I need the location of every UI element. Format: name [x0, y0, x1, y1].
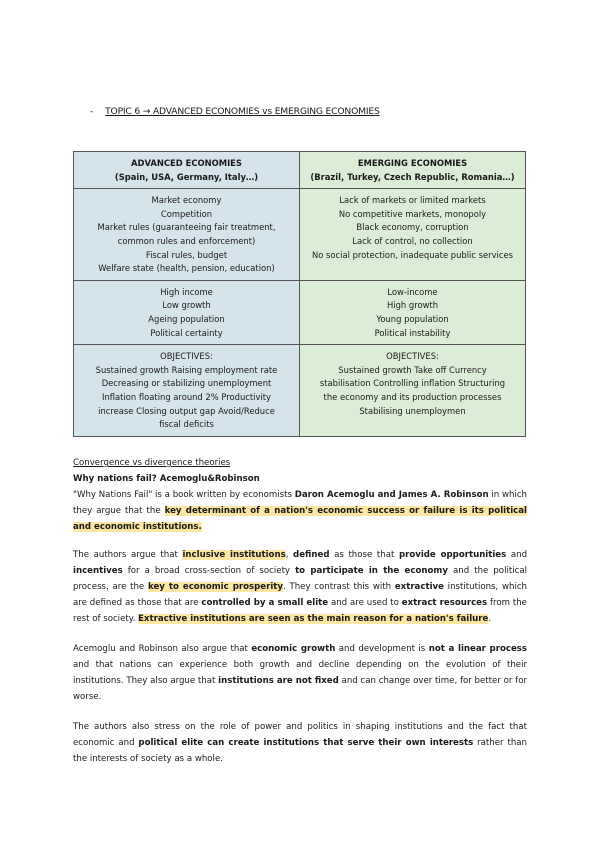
table-cell-line: Stabilising unemploymen	[359, 405, 466, 416]
text-run: and	[506, 550, 528, 560]
text-run: . They contrast this with	[283, 582, 395, 592]
table-cell-line: Low-income	[387, 286, 438, 297]
advanced-header-examples: (Spain, USA, Germany, Italy…)	[114, 171, 259, 182]
table-cell-line: Fiscal rules, budget	[145, 249, 228, 260]
section-headings	[73, 455, 527, 487]
paragraph-4	[73, 719, 527, 767]
text-run: and that nations can experience both growth and decline depending on the evolution of their institutions. They also argue that	[73, 660, 527, 686]
text-run: .	[488, 614, 492, 624]
text-run: from the rest of society.	[73, 598, 527, 624]
text-run: in which they argue that the	[73, 490, 528, 516]
advanced-objectives-cell	[74, 345, 300, 437]
table-cell-line: Black economy, corruption	[356, 222, 469, 233]
emerging-objectives-cell	[300, 345, 526, 437]
topic-heading	[90, 106, 380, 117]
table-cell-line: High growth	[386, 300, 439, 311]
table-cell-line: Lack of markets or limited markets	[339, 195, 486, 206]
text-run: "Why Nations Fail" is a book written by economists	[73, 490, 295, 500]
authors-name: Daron Acemoglu and James A. Robinson	[294, 490, 489, 500]
heading-title: TOPIC 6 → ADVANCED ECONOMIES vs EMERGING ECONOMIES	[105, 106, 380, 117]
highlight-text: key determinant of a nation's economic success or failure is its political and economic institutions.	[73, 506, 527, 532]
text-run: Acemoglu and Robinson also argue that	[73, 644, 252, 654]
highlight-text: inclusive institutions	[182, 550, 286, 560]
text-run: and development is	[335, 644, 429, 654]
heading-dash: -	[90, 106, 94, 117]
table-cell-line: OBJECTIVES:	[160, 351, 213, 362]
table-cell-line: Sustained growth Take off Currency	[338, 364, 487, 375]
table-cell-line: increase Closing output gap Avoid/Reduce	[98, 405, 275, 416]
advanced-header-cell	[74, 152, 300, 189]
table-cell-line: Competition	[160, 208, 213, 219]
text-run: The authors also stress on the role of power and politics in shaping institutions and the fact that economic and	[73, 722, 527, 748]
text-run: institutions, which are defined as those that are	[73, 582, 528, 608]
text-run: rather than the interests of society as a whole.	[73, 738, 527, 764]
emerging-header-examples: (Brazil, Turkey, Czech Republic, Romania…)	[310, 171, 515, 182]
paragraph-3	[73, 641, 527, 705]
highlight-text: Extractive institutions are seen as the main reason for a nation's failure	[138, 614, 489, 624]
text-run: The authors argue that	[73, 550, 183, 560]
bold-text: political elite can create institutions that serve their own interests	[138, 738, 474, 748]
table-cell-line: common rules and enforcement)	[117, 235, 256, 246]
bold-text: extract resources	[401, 598, 488, 608]
table-cell-line: Political instability	[374, 327, 451, 338]
table-row	[74, 189, 526, 281]
bold-text: incentives	[73, 566, 123, 576]
section-subtitle: Convergence vs divergence theories	[73, 458, 231, 468]
table-cell-line: fiscal deficits	[159, 419, 214, 430]
emerging-header-title: EMERGING ECONOMIES	[357, 158, 468, 168]
table-cell-line: OBJECTIVES:	[386, 351, 439, 362]
table-header-row	[74, 152, 526, 189]
table-row	[74, 280, 526, 344]
comparison-table	[73, 151, 526, 437]
table-cell-line: No competitive markets, monopoly	[338, 208, 487, 219]
bold-text: extractive	[394, 582, 444, 592]
table-cell-line: Ageing population	[148, 313, 225, 324]
bold-text: not a linear process	[428, 644, 528, 654]
table-cell-line: Young population	[376, 313, 449, 324]
table-cell-line: stabilisation Controlling inflation Structuring	[319, 378, 506, 389]
emerging-markets-cell	[300, 189, 526, 281]
table-cell-line: Welfare state (health, pension, education)	[98, 263, 275, 274]
emerging-characteristics-cell	[300, 280, 526, 344]
text-run: and can change over time, for better or for worse.	[73, 676, 527, 702]
advanced-markets-cell	[74, 189, 300, 281]
table-cell-line: Low growth	[162, 300, 211, 311]
table-cell-line: Market economy	[151, 195, 222, 206]
text-run: and the political process, are the	[73, 566, 527, 592]
table-cell-line: Lack of control, no collection	[352, 235, 473, 246]
advanced-header-title: ADVANCED ECONOMIES	[131, 158, 242, 168]
advanced-characteristics-cell	[74, 280, 300, 344]
table-row	[74, 345, 526, 437]
bold-text: to participate in the economy	[295, 566, 448, 576]
paragraph-2	[73, 547, 527, 627]
text-run: ,	[285, 550, 294, 560]
table-cell-line: No social protection, inadequate public services	[311, 249, 513, 260]
table-cell-line: Inflation floating around 2% Productivity	[101, 391, 272, 402]
table-cell-line: Sustained growth Raising employment rate	[95, 364, 278, 375]
emerging-header-cell	[300, 152, 526, 189]
highlight-text: key to economic prosperity	[147, 582, 284, 592]
book-line: Why nations fail? Acemoglu&Robinson	[73, 474, 260, 484]
text-run: for a broad cross-section of society	[122, 566, 296, 576]
text-run: as those that	[329, 550, 399, 560]
table-cell-line: Decreasing or stabilizing unemployment	[101, 378, 272, 389]
text-run: and are used to	[328, 598, 402, 608]
bold-text: institutions are not fixed	[218, 676, 339, 686]
table-cell-line: Market rules (guaranteeing fair treatment,	[97, 222, 276, 233]
table-cell-line: High income	[160, 286, 213, 297]
bold-text: provide opportunities	[398, 550, 507, 560]
table-cell-line: the economy and its production processes	[323, 391, 502, 402]
bold-text: economic growth	[251, 644, 336, 654]
bold-text: controlled by a small elite	[201, 598, 329, 608]
paragraph-1	[73, 487, 527, 535]
table-cell-line: Political certainty	[150, 327, 223, 338]
bold-text: defined	[293, 550, 330, 560]
